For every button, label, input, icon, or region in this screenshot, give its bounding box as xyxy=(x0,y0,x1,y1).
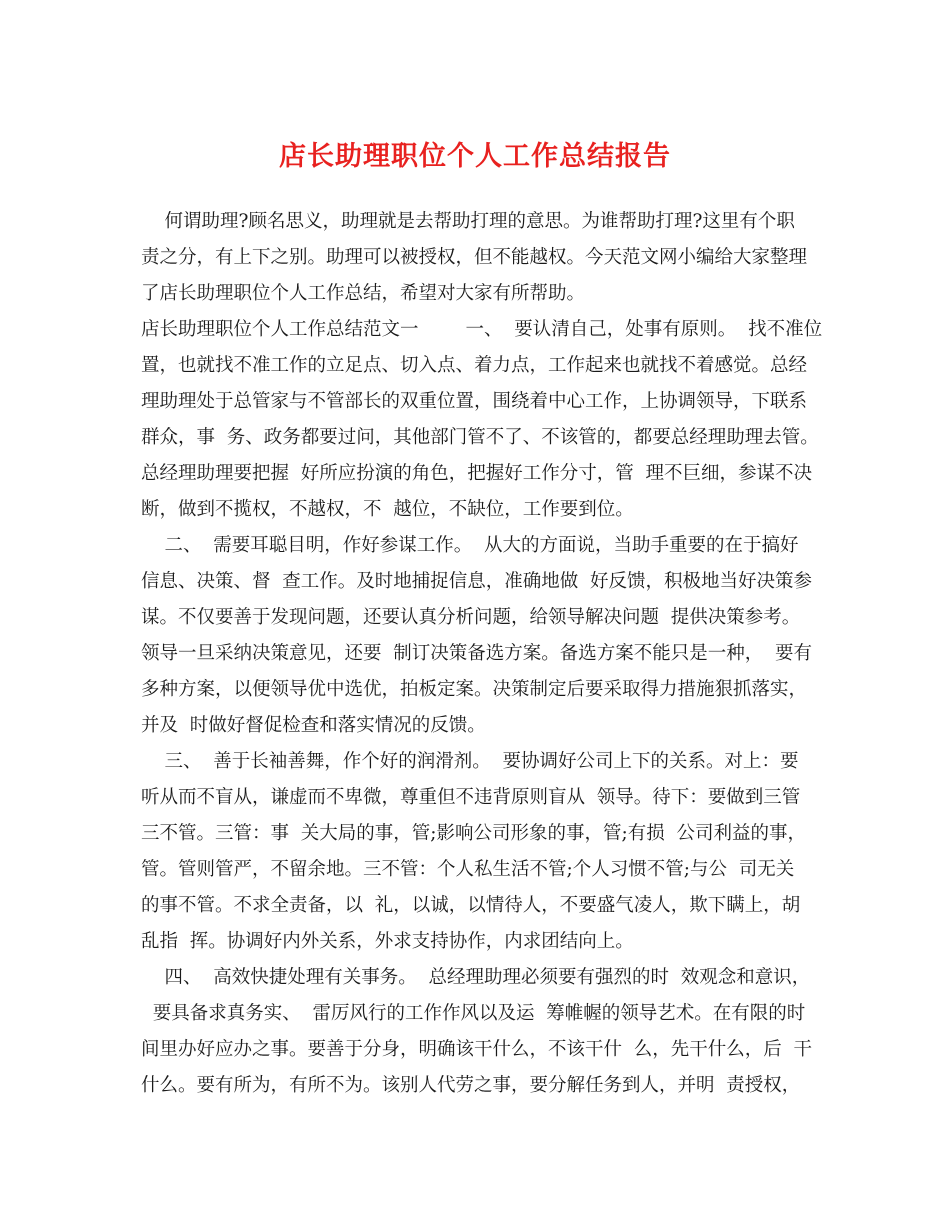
text-line: 置，也就找不准工作的立足点、切入点、着力点，工作起来也就找不着感觉。总经 xyxy=(141,355,808,376)
text-line: 了店长助理职位个人工作总结，希望对大家有所帮助。 xyxy=(141,283,586,304)
page-title: 店长助理职位个人工作总结报告 xyxy=(279,141,671,172)
text-line: 谋。不仅要善于发现问题，还要认真分析问题，给领导解决问题 提供决策参考。 xyxy=(141,607,801,628)
text-line: 断，做到不揽权，不越权，不 越位，不缺位，工作要到位。 xyxy=(141,499,634,520)
text-line: 二、 需要耳聪目明，作好参谋工作。 从大的方面说，当助手重要的在于搞好 xyxy=(141,535,799,556)
text-line: 何谓助理?顾名思义，助理就是去帮助打理的意思。为谁帮助打理?这里有个职 xyxy=(141,211,795,232)
text-line: 理助理处于总管家与不管部长的双重位置，围绕着中心工作，上协调领导，下联系 xyxy=(141,391,808,412)
text-line: 要具备求真务实、 雷厉风行的工作作风以及运 筹帷幄的领导艺术。在有限的时 xyxy=(141,1003,806,1024)
text-line: 群众，事 务、政务都要过问，其他部门管不了、不该管的，都要总经理助理去管。 xyxy=(141,427,819,448)
text-line: 信息、决策、督 查工作。及时地捕捉信息，准确地做 好反馈，积极地当好决策参 xyxy=(141,571,813,592)
text-line: 责之分，有上下之别。助理可以被授权，但不能越权。今天范文网小编给大家整理 xyxy=(141,247,808,268)
text-line: 并及 时做好督促检查和落实情况的反馈。 xyxy=(141,715,486,736)
text-line: 间里办好应办之事。要善于分身，明确该干什么，不该干什 么，先干什么，后 干 xyxy=(141,1039,813,1060)
text-line: 总经理助理要把握 好所应扮演的角色，把握好工作分寸，管 理不巨细，参谋不决 xyxy=(141,463,813,484)
text-line: 多种方案，以便领导优中选优，拍板定案。决策制定后要采取得力措施狠抓落实， xyxy=(141,679,808,700)
text-line: 三、 善于长袖善舞，作个好的润滑剂。 要协调好公司上下的关系。对上：要 xyxy=(141,751,799,772)
text-line: 领导一旦采纳决策意见，还要 制订决策备选方案。备选方案不能只是一种， 要有 xyxy=(141,643,813,664)
text-line: 乱指 挥。协调好内外关系，外求支持协作，内求团结向上。 xyxy=(141,931,634,952)
text-line: 三不管。三管：事 关大局的事，管;影响公司形象的事，管;有损 公司利益的事， xyxy=(141,823,806,844)
text-line: 什么。要有所为，有所不为。该别人代劳之事，要分解任务到人，并明 责授权， xyxy=(141,1075,801,1096)
text-line: 管。管则管严，不留余地。三不管：个人私生活不管;个人习惯不管;与公 司无关 xyxy=(141,859,795,880)
text-line: 听从而不盲从，谦虚而不卑微，尊重但不违背原则盲从 领导。待下：要做到三管 xyxy=(141,787,801,808)
text-line: 四、 高效快捷处理有关事务。 总经理助理必须要有强烈的时 效观念和意识， xyxy=(141,967,811,988)
text-line: 的事不管。不求全责备，以 礼，以诚，以情待人，不要盛气凌人，欺下瞒上，胡 xyxy=(141,895,801,916)
text-line: 店长助理职位个人工作总结范文一 一、 要认清自己，处事有原则。 找不准位 xyxy=(141,319,823,340)
